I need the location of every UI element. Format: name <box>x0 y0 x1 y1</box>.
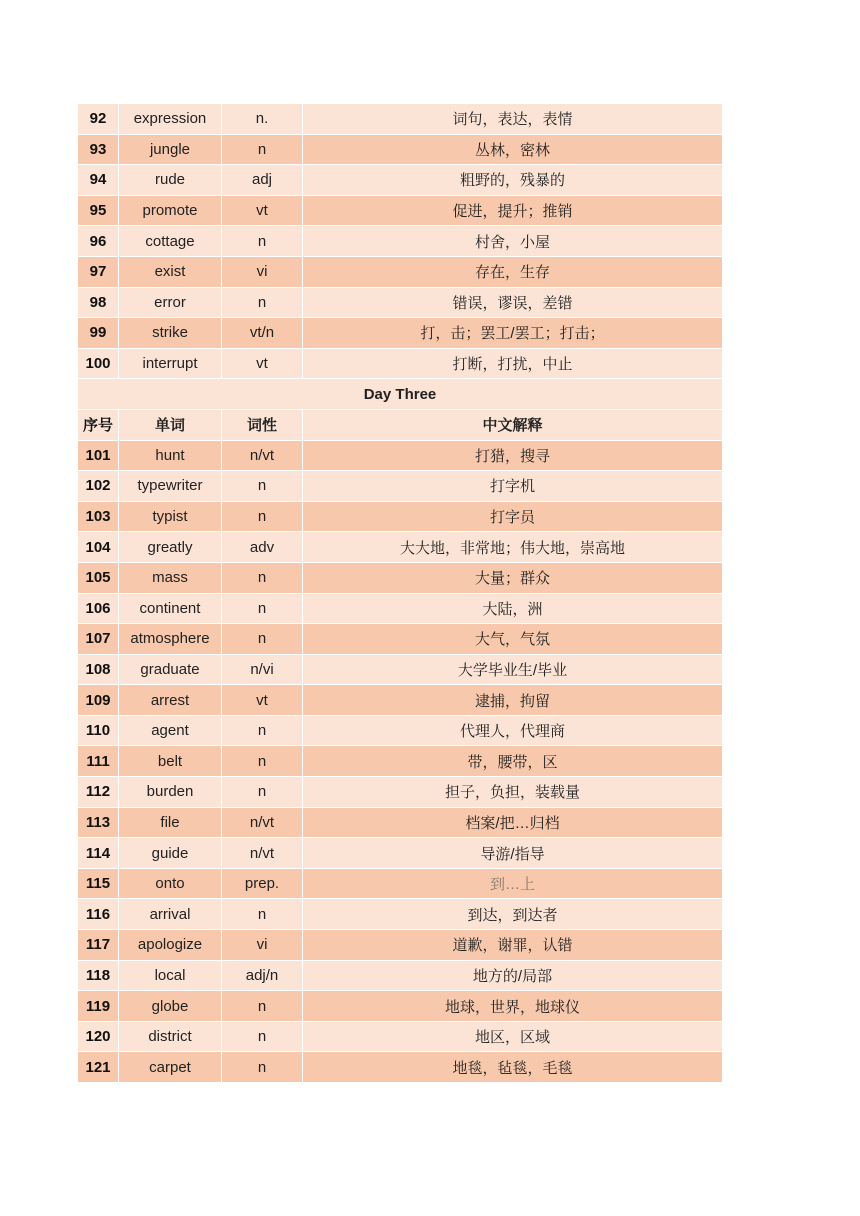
row-part-of-speech: n/vt <box>222 807 303 838</box>
table-row <box>78 746 722 777</box>
row-part-of-speech: vi <box>222 256 303 287</box>
row-chinese-meaning: 到…上 <box>303 868 723 899</box>
table-row <box>78 226 722 257</box>
row-word: file <box>119 807 222 838</box>
row-chinese-meaning: 导游/指导 <box>303 838 723 869</box>
row-part-of-speech: n <box>222 226 303 257</box>
header-word: 单词 <box>119 409 222 440</box>
row-number: 93 <box>78 134 119 165</box>
row-word: belt <box>119 746 222 777</box>
row-number: 118 <box>78 960 119 991</box>
table-row <box>78 807 722 838</box>
row-chinese-meaning: 错误，谬误，差错 <box>303 287 723 318</box>
table-row <box>78 715 722 746</box>
table-row <box>78 195 722 226</box>
row-number: 114 <box>78 838 119 869</box>
row-number: 113 <box>78 807 119 838</box>
row-word: rude <box>119 165 222 196</box>
row-chinese-meaning: 逮捕，拘留 <box>303 685 723 716</box>
row-chinese-meaning: 村舍，小屋 <box>303 226 723 257</box>
row-number: 115 <box>78 868 119 899</box>
row-part-of-speech: n <box>222 134 303 165</box>
row-word: onto <box>119 868 222 899</box>
row-word: arrival <box>119 899 222 930</box>
row-number: 109 <box>78 685 119 716</box>
row-word: graduate <box>119 654 222 685</box>
row-word: agent <box>119 715 222 746</box>
row-part-of-speech: vt/n <box>222 318 303 349</box>
row-part-of-speech: n <box>222 501 303 532</box>
row-chinese-meaning: 粗野的，残暴的 <box>303 165 723 196</box>
row-chinese-meaning: 地毯，毡毯，毛毯 <box>303 1052 723 1083</box>
row-number: 99 <box>78 318 119 349</box>
table-row <box>78 287 722 318</box>
section-banner-row <box>78 379 722 410</box>
table-row <box>78 930 722 961</box>
table-row <box>78 685 722 716</box>
row-chinese-meaning: 大大地，非常地；伟大地，崇高地 <box>303 532 723 563</box>
row-part-of-speech: n <box>222 287 303 318</box>
row-chinese-meaning: 大量；群众 <box>303 562 723 593</box>
row-word: burden <box>119 777 222 808</box>
row-word: greatly <box>119 532 222 563</box>
row-part-of-speech: n/vi <box>222 654 303 685</box>
table-row <box>78 777 722 808</box>
row-part-of-speech: n <box>222 593 303 624</box>
row-number: 96 <box>78 226 119 257</box>
row-word: interrupt <box>119 348 222 379</box>
row-chinese-meaning: 促进，提升；推销 <box>303 195 723 226</box>
table-row <box>78 868 722 899</box>
row-number: 116 <box>78 899 119 930</box>
row-number: 121 <box>78 1052 119 1083</box>
row-part-of-speech: n/vt <box>222 838 303 869</box>
table-row <box>78 165 722 196</box>
row-number: 101 <box>78 440 119 471</box>
row-word: local <box>119 960 222 991</box>
row-number: 105 <box>78 562 119 593</box>
row-part-of-speech: n. <box>222 104 303 134</box>
row-chinese-meaning: 大气，气氛 <box>303 624 723 655</box>
row-part-of-speech: n <box>222 1052 303 1083</box>
column-header-row <box>78 409 722 440</box>
row-word: promote <box>119 195 222 226</box>
header-number: 序号 <box>78 409 119 440</box>
row-chinese-meaning: 地区，区域 <box>303 1021 723 1052</box>
row-number: 102 <box>78 471 119 502</box>
row-word: carpet <box>119 1052 222 1083</box>
table-row <box>78 532 722 563</box>
table-row <box>78 838 722 869</box>
row-part-of-speech: n <box>222 1021 303 1052</box>
rows-before-section <box>78 104 722 379</box>
row-chinese-meaning: 大学毕业生/毕业 <box>303 654 723 685</box>
row-number: 100 <box>78 348 119 379</box>
row-word: atmosphere <box>119 624 222 655</box>
row-word: expression <box>119 104 222 134</box>
table-row <box>78 348 722 379</box>
row-chinese-meaning: 地方的/局部 <box>303 960 723 991</box>
table-row <box>78 256 722 287</box>
row-word: mass <box>119 562 222 593</box>
header-chinese-meaning: 中文解释 <box>303 409 723 440</box>
row-number: 97 <box>78 256 119 287</box>
row-word: typist <box>119 501 222 532</box>
row-chinese-meaning: 大陆，洲 <box>303 593 723 624</box>
row-chinese-meaning: 道歉，谢罪，认错 <box>303 930 723 961</box>
table-row <box>78 501 722 532</box>
row-chinese-meaning: 到达，到达者 <box>303 899 723 930</box>
table-row <box>78 899 722 930</box>
row-number: 107 <box>78 624 119 655</box>
row-part-of-speech: n <box>222 471 303 502</box>
row-part-of-speech: adv <box>222 532 303 563</box>
row-number: 98 <box>78 287 119 318</box>
row-word: strike <box>119 318 222 349</box>
row-chinese-meaning: 打，击；罢工/罢工；打击； <box>303 318 723 349</box>
row-chinese-meaning: 代理人，代理商 <box>303 715 723 746</box>
row-number: 112 <box>78 777 119 808</box>
row-number: 117 <box>78 930 119 961</box>
row-part-of-speech: n <box>222 715 303 746</box>
row-part-of-speech: n <box>222 899 303 930</box>
day-three-section-header <box>78 379 722 440</box>
vocabulary-table <box>78 104 722 1083</box>
row-word: apologize <box>119 930 222 961</box>
row-number: 110 <box>78 715 119 746</box>
row-word: hunt <box>119 440 222 471</box>
row-part-of-speech: n/vt <box>222 440 303 471</box>
row-chinese-meaning: 词句，表达，表情 <box>303 104 723 134</box>
row-chinese-meaning: 丛林，密林 <box>303 134 723 165</box>
row-word: typewriter <box>119 471 222 502</box>
row-part-of-speech: vt <box>222 348 303 379</box>
row-word: cottage <box>119 226 222 257</box>
row-part-of-speech: vt <box>222 685 303 716</box>
rows-after-section <box>78 440 722 1082</box>
table-row <box>78 440 722 471</box>
row-part-of-speech: n <box>222 624 303 655</box>
row-number: 108 <box>78 654 119 685</box>
row-word: globe <box>119 991 222 1022</box>
row-part-of-speech: adj <box>222 165 303 196</box>
row-part-of-speech: n <box>222 777 303 808</box>
row-word: guide <box>119 838 222 869</box>
row-word: exist <box>119 256 222 287</box>
table-row <box>78 1021 722 1052</box>
row-part-of-speech: n <box>222 991 303 1022</box>
row-word: jungle <box>119 134 222 165</box>
table-row <box>78 624 722 655</box>
table-row <box>78 1052 722 1083</box>
row-part-of-speech: prep. <box>222 868 303 899</box>
section-title: Day Three <box>78 379 722 410</box>
row-chinese-meaning: 打猎，搜寻 <box>303 440 723 471</box>
row-chinese-meaning: 存在，生存 <box>303 256 723 287</box>
row-word: continent <box>119 593 222 624</box>
table-row <box>78 654 722 685</box>
row-chinese-meaning: 打字员 <box>303 501 723 532</box>
row-number: 95 <box>78 195 119 226</box>
header-part-of-speech: 词性 <box>222 409 303 440</box>
table-row <box>78 104 722 134</box>
row-number: 120 <box>78 1021 119 1052</box>
row-chinese-meaning: 档案/把…归档 <box>303 807 723 838</box>
row-number: 94 <box>78 165 119 196</box>
row-chinese-meaning: 地球，世界，地球仪 <box>303 991 723 1022</box>
row-chinese-meaning: 带，腰带，区 <box>303 746 723 777</box>
row-part-of-speech: adj/n <box>222 960 303 991</box>
row-word: district <box>119 1021 222 1052</box>
row-number: 92 <box>78 104 119 134</box>
row-number: 111 <box>78 746 119 777</box>
row-word: arrest <box>119 685 222 716</box>
row-chinese-meaning: 打字机 <box>303 471 723 502</box>
table-row <box>78 593 722 624</box>
row-number: 119 <box>78 991 119 1022</box>
table-row <box>78 134 722 165</box>
row-part-of-speech: n <box>222 746 303 777</box>
row-part-of-speech: n <box>222 562 303 593</box>
row-number: 104 <box>78 532 119 563</box>
row-word: error <box>119 287 222 318</box>
row-part-of-speech: vt <box>222 195 303 226</box>
row-chinese-meaning: 担子，负担，装载量 <box>303 777 723 808</box>
row-chinese-meaning: 打断，打扰，中止 <box>303 348 723 379</box>
table-row <box>78 960 722 991</box>
row-part-of-speech: vi <box>222 930 303 961</box>
row-number: 106 <box>78 593 119 624</box>
table-row <box>78 562 722 593</box>
table-row <box>78 471 722 502</box>
row-number: 103 <box>78 501 119 532</box>
table-row <box>78 318 722 349</box>
table-row <box>78 991 722 1022</box>
